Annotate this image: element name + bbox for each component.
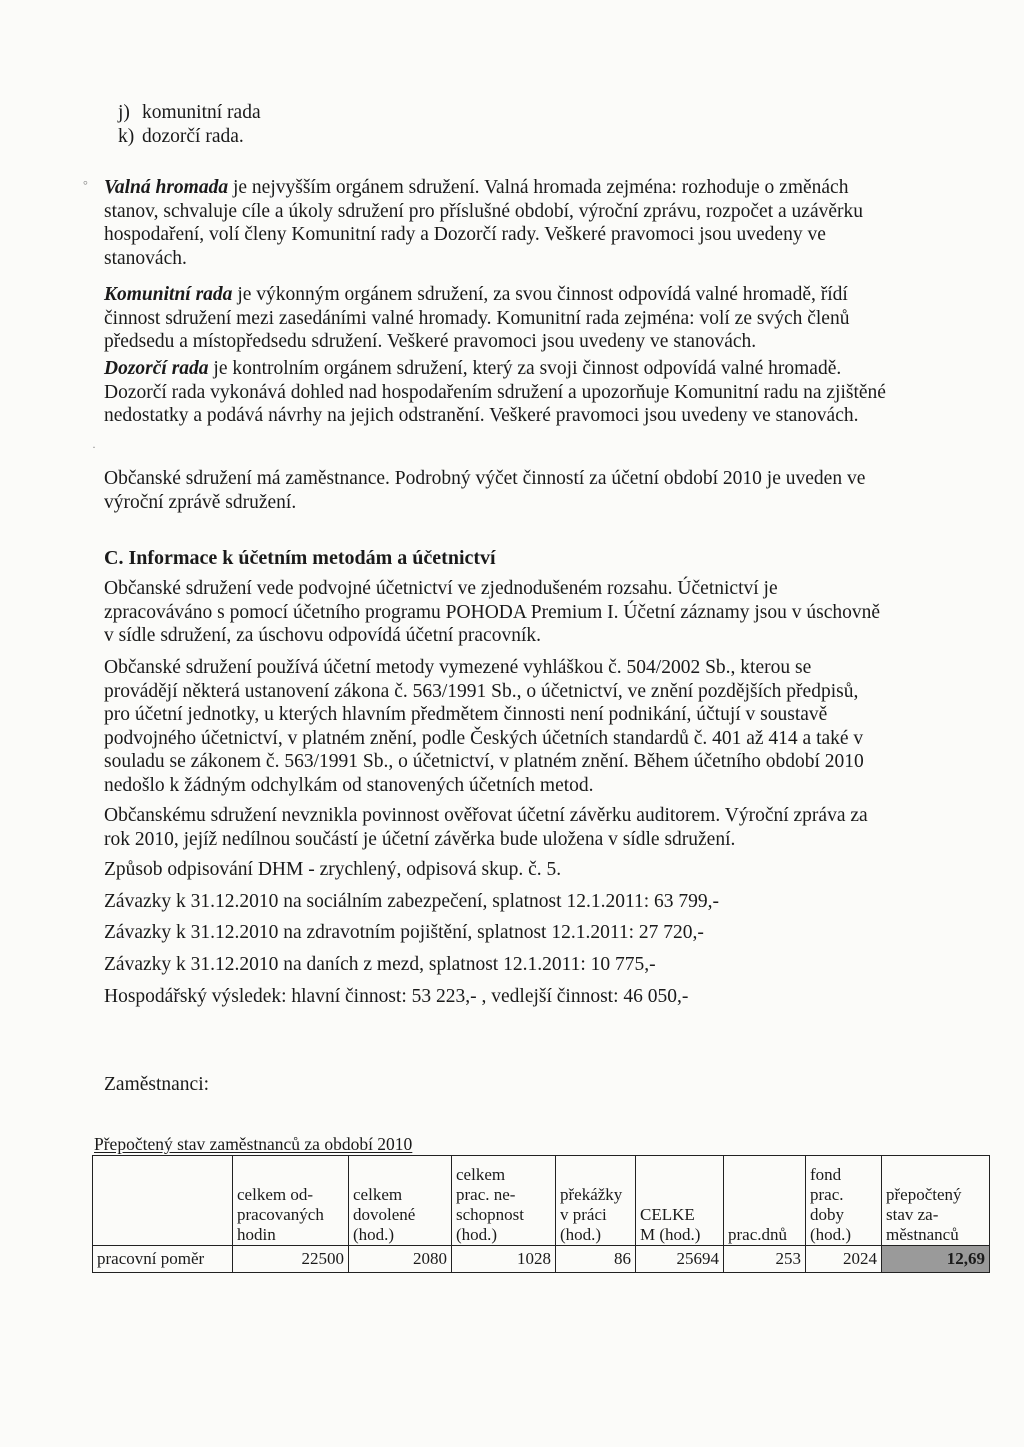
- text-line: stanov, schvaluje cíle a úkoly sdružení pro příslušné období, výroční zprávu, rozpočet a uzávěrku: [104, 200, 863, 222]
- text-line: v sídle sdružení, za úschovu odpovídá účetní pracovník.: [104, 625, 542, 646]
- header-prac-dnu: [724, 1156, 806, 1246]
- table-cell: 2024: [806, 1246, 882, 1273]
- text-line: souladu se zákonem č. 563/1991 Sb., o účetnictví, v platném znění. Během účetního období 2010: [104, 751, 864, 772]
- table-header-row: [93, 1156, 990, 1246]
- text-line: Občanskému sdružení nevznikla povinnost ověřovat účetní závěrku auditorem. Výroční zpráva za: [104, 805, 868, 826]
- header-line: fond: [810, 1165, 842, 1184]
- table-row: [93, 1246, 990, 1273]
- table-cell: 253: [724, 1246, 806, 1273]
- text-line: nedostatky a podává návrhy na jejich odstranění. Veškeré pravomoci jsou uvedeny ve stanovách.: [104, 405, 859, 426]
- header-line: prac. ne-: [456, 1185, 516, 1204]
- text-line: provádějí některá ustanovení zákona č. 563/1991 Sb., o účetnictví, ve znění pozdějších předpisů,: [104, 680, 859, 702]
- item-zavazky-socialni: Závazky k 31.12.2010 na sociálním zabezpečení, splatnost 12.1.2011: 63 799,-: [104, 891, 720, 912]
- header-celkem-odpracovanych: [233, 1156, 349, 1246]
- text-line: Dozorčí rada vykonává dohled nad hospodařením sdružení a upozorňuje Komunitní radu na zjištěné: [104, 381, 886, 403]
- table-cell-highlighted-total: 12,69: [882, 1246, 990, 1273]
- header-pracovni-neschopnost: [452, 1156, 556, 1246]
- text-line: předsedu a místopředsedu sdružení. Veškeré pravomoci jsou uvedeny ve stanovách.: [104, 331, 757, 352]
- text-line: zpracováváno s pomocí účetního programu POHODA Premium I. Účetní záznamy jsou v úschovně: [104, 601, 881, 623]
- header-line: (hod.): [353, 1225, 395, 1244]
- header-line: překážky: [560, 1185, 623, 1204]
- list-text: komunitní rada: [142, 102, 261, 123]
- table-caption: Přepočtený stav zaměstnanců za období 2010: [94, 1134, 413, 1154]
- term-dozorci-rada: Dozorčí rada: [104, 358, 209, 379]
- table-cell: 22500: [233, 1246, 349, 1273]
- text-line: hospodaření, volí členy Komunitní rady a Dozorčí rady. Veškeré pravomoci jsou uvedeny ve: [104, 224, 826, 245]
- header-line: (hod.): [810, 1225, 852, 1244]
- table-cell: 25694: [636, 1246, 724, 1273]
- text-line: pro účetní jednotky, u kterých hlavním předmětem činnosti není podnikání, účtují v soustavě: [104, 704, 828, 725]
- header-line: schopnost: [456, 1205, 524, 1224]
- header-line: prac.: [810, 1185, 844, 1204]
- table-cell: 2080: [349, 1246, 452, 1273]
- header-prekazky: [556, 1156, 636, 1246]
- header-celkem-dovolene: [349, 1156, 452, 1246]
- paragraph-c3: [104, 804, 868, 851]
- scan-speck-mark: ·: [92, 440, 96, 454]
- list-marker: j): [118, 102, 130, 123]
- table-cell-label: pracovní poměr: [93, 1246, 233, 1273]
- header-line: celkem: [353, 1185, 403, 1204]
- item-odpisovani: Způsob odpisování DHM - zrychlený, odpisová skup. č. 5.: [104, 859, 562, 880]
- text-line: je kontrolním orgánem sdružení, který za svoji činnost odpovídá valné hromadě.: [208, 358, 842, 379]
- text-line: Občanské sdružení používá účetní metody vymezené vyhláškou č. 504/2002 Sb., kterou se: [104, 657, 812, 678]
- text-line: rok 2010, jejíž nedílnou součástí je účetní závěrka bude uložena v sídle sdružení.: [104, 828, 736, 850]
- header-line: pracovaných: [237, 1205, 324, 1224]
- paragraph-dozorci-rada: [104, 357, 886, 428]
- header-line: celkem: [456, 1165, 506, 1184]
- list-marker: k): [118, 126, 135, 147]
- header-line: celkem od-: [237, 1185, 313, 1204]
- section-heading: C. Informace k účetním metodám a účetnictví: [104, 547, 496, 569]
- paragraph-zamestnanci: [104, 467, 865, 514]
- item-hospodarsky-vysledek: Hospodářský výsledek: hlavní činnost: 53 223,- , vedlejší činnost: 46 050,-: [104, 986, 689, 1007]
- header-line: prac.dnů: [728, 1225, 788, 1244]
- header-line: stav za-: [886, 1205, 939, 1224]
- text-line: nedošlo k žádným odchylkám od stanovených účetních metod.: [104, 774, 594, 796]
- item-zavazky-zdravotni: Závazky k 31.12.2010 na zdravotním pojištění, splatnost 12.1.2011: 27 720,-: [104, 922, 704, 943]
- text-line: výroční zprávě sdružení.: [104, 491, 297, 513]
- text-line: stanovách.: [104, 247, 187, 269]
- list-item-j: [118, 101, 261, 124]
- header-line: CELKE: [640, 1205, 695, 1224]
- text-line: podvojného účetnictví, v platném znění, podle Českých účetních standardů č. 401 až 414 a také v: [104, 727, 864, 749]
- header-line: přepočtený: [886, 1185, 962, 1204]
- text-line: činnost sdružení mezi zasedáními valné hromady. Komunitní rada zejména: volí ze svých členů: [104, 307, 850, 329]
- term-valna-hromada: Valná hromada: [104, 177, 229, 198]
- employees-label: Zaměstnanci:: [104, 1074, 210, 1095]
- paragraph-komunitni-rada: [104, 283, 849, 354]
- text-line: je výkonným orgánem sdružení, za svou činnost odpovídá valné hromadě, řídí: [232, 284, 848, 305]
- text-line: je nejvyšším orgánem sdružení. Valná hromada zejména: rozhoduje o změnách: [228, 177, 849, 198]
- scan-speck-mark: °: [83, 178, 88, 192]
- term-komunitni-rada: Komunitní rada: [104, 284, 233, 305]
- paragraph-valna-hromada: [104, 176, 863, 270]
- paragraph-c2: [104, 656, 864, 797]
- header-prepocteny-stav: [882, 1156, 990, 1246]
- text-line: Občanské sdružení má zaměstnance. Podrobný výčet činností za účetní období 2010 je uveden ve: [104, 468, 866, 489]
- item-zavazky-dane: Závazky k 31.12.2010 na daních z mezd, splatnost 12.1.2011: 10 775,-: [104, 954, 656, 975]
- list-text: dozorčí rada.: [142, 126, 244, 147]
- header-line: M (hod.): [640, 1225, 701, 1244]
- table-cell: 86: [556, 1246, 636, 1273]
- text-line: Občanské sdružení vede podvojné účetnictví ve zjednodušeném rozsahu. Účetnictví je: [104, 578, 778, 599]
- list-item-k: [118, 125, 244, 148]
- header-line: dovolené: [353, 1205, 416, 1224]
- header-empty: [93, 1156, 233, 1246]
- header-line: hodin: [237, 1225, 276, 1244]
- table-cell: 1028: [452, 1246, 556, 1273]
- header-line: (hod.): [560, 1225, 602, 1244]
- paragraph-c1: [104, 577, 880, 648]
- header-fond-prac-doby: [806, 1156, 882, 1246]
- header-line: v práci: [560, 1205, 607, 1224]
- employees-table: [92, 1155, 990, 1273]
- header-line: doby: [810, 1205, 844, 1224]
- header-celkem-hod: [636, 1156, 724, 1246]
- header-line: městnanců: [886, 1225, 959, 1244]
- header-line: (hod.): [456, 1225, 498, 1244]
